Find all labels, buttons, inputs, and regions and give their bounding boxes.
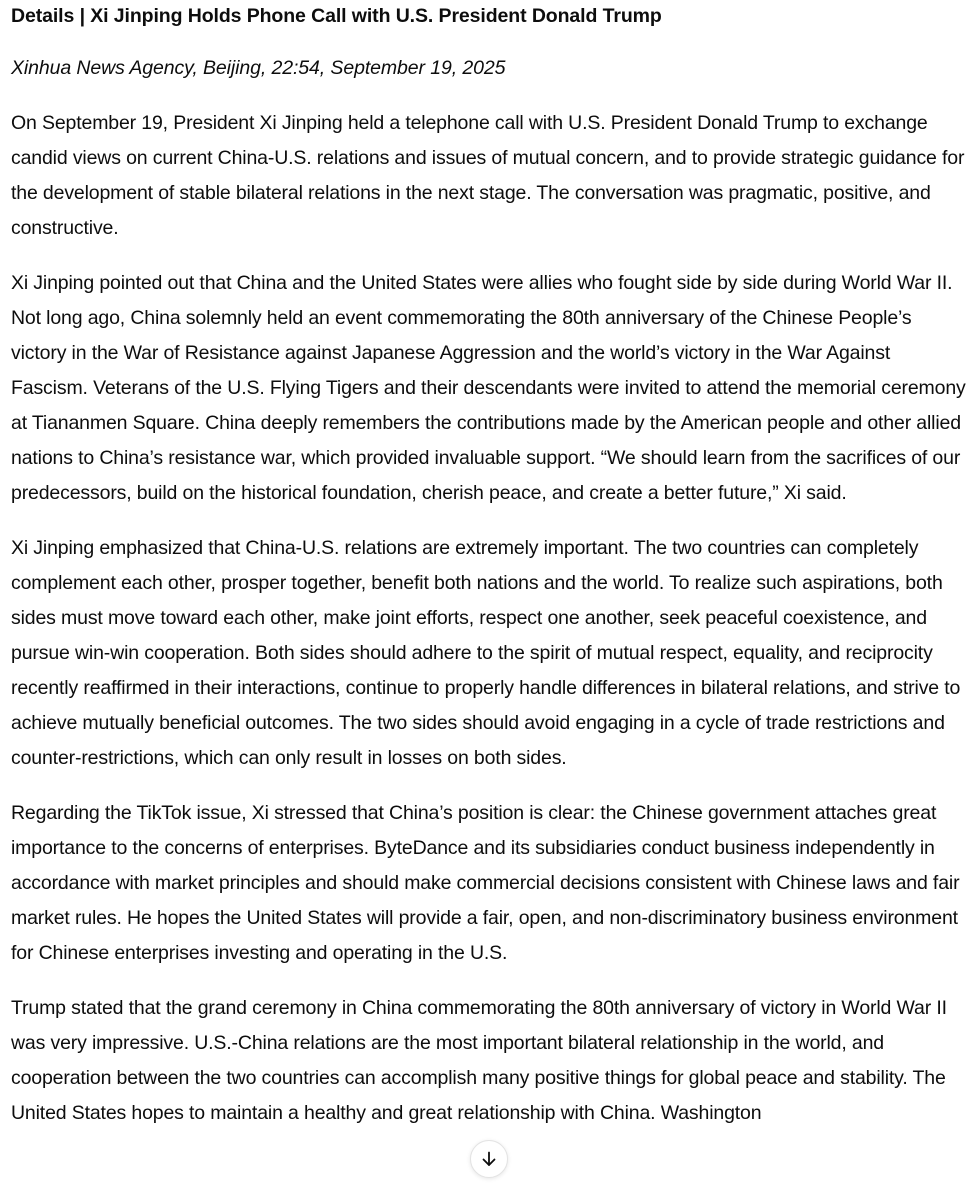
arrow-down-icon — [479, 1149, 499, 1169]
article-paragraph: On September 19, President Xi Jinping held a telephone call with U.S. President Donald Trump to exchange candid views on current China-U.S. relations and issues of mutual concern, and to provide strategic guidance for the development of stable bilateral relations in the next stage. The conversation was pragmatic, positive, and constructive. — [11, 112, 965, 239]
article-paragraph: Xi Jinping pointed out that China and the United States were allies who fought side by side during World War II. Not long ago, China solemnly held an event commemorating the 80th anniversary of the Chinese People’s victory in the War of Resistance against Japanese Aggression and the world’s victory in the War Against Fascism. Veterans of the U.S. Flying Tigers and their descendants were invited to attend the memorial ceremony at Tiananmen Square. China deeply remembers the contributions made by the American people and other allied nations to China’s resistance war, which provided invaluable support. “We should learn from the sacrifices of our predecessors, build on the historical foundation, cherish peace, and create a better future,” Xi said. — [11, 272, 966, 504]
article-paragraph: Trump stated that the grand ceremony in China commemorating the 80th anniversary of victory in World War II was very impressive. U.S.-China relations are the most important bilateral relationship in the world, and cooperation between the two countries can accomplish many positive things for global peace and stability. The United States hopes to maintain a healthy and great relationship with China. Washington — [11, 997, 947, 1124]
article — [11, 0, 966, 1131]
article-paragraph: Regarding the TikTok issue, Xi stressed that China’s position is clear: the Chinese government attaches great importance to the concerns of enterprises. ByteDance and its subsidiaries conduct business independently in accordance with market principles and should make commercial decisions consistent with Chinese laws and fair market rules. He hopes the United States will provide a fair, open, and non-discriminatory business environment for Chinese enterprises investing and operating in the U.S. — [11, 802, 960, 964]
scroll-to-bottom-button[interactable] — [470, 1140, 508, 1178]
article-dateline: Xinhua News Agency, Beijing, 22:54, September 19, 2025 — [11, 57, 506, 79]
article-title: Details | Xi Jinping Holds Phone Call with U.S. President Donald Trump — [11, 5, 662, 27]
article-paragraph: Xi Jinping emphasized that China-U.S. relations are extremely important. The two countries can completely complement each other, prosper together, benefit both nations and the world. To realize such aspirations, both sides must move toward each other, make joint efforts, respect one another, seek peaceful coexistence, and pursue win-win cooperation. Both sides should adhere to the spirit of mutual respect, equality, and reciprocity recently reaffirmed in their interactions, continue to properly handle differences in bilateral relations, and strive to achieve mutually beneficial outcomes. The two sides should avoid engaging in a cycle of trade restrictions and counter-restrictions, which can only result in losses on both sides. — [11, 537, 961, 769]
